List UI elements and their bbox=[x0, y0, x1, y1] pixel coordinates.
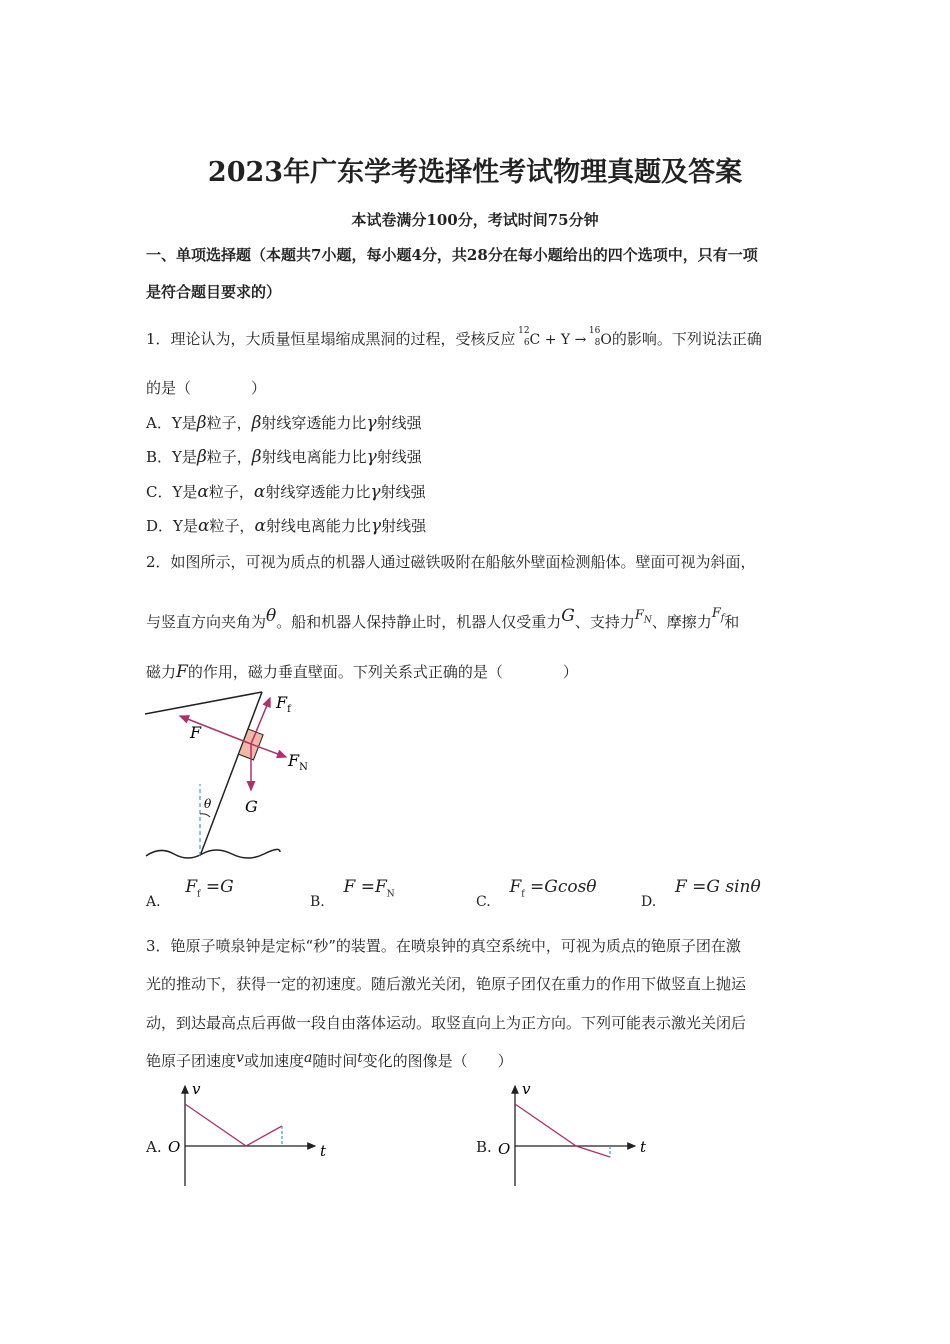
f-label: F bbox=[190, 723, 202, 742]
q1-stem-line2: 的是（ ） bbox=[146, 379, 267, 397]
exam-info: 本试卷满分100分，考试时间75分钟 bbox=[351, 211, 599, 229]
q3-option-b-label: B. bbox=[476, 1138, 492, 1156]
graph-a-v-label: v bbox=[192, 1080, 201, 1098]
section-heading-line2: 是符合题目要求的） bbox=[146, 283, 282, 301]
graph-b-v-label: v bbox=[522, 1080, 531, 1098]
nuclear-equation: C + Y → bbox=[529, 332, 587, 348]
q2-option-a: A. $F_f =G$ bbox=[146, 877, 234, 910]
q3-stem-line2: 光的推动下，获得一定的初速度。随后激光关闭，铯原子团仅在重力的作用下做竖直上抛运 bbox=[146, 975, 747, 993]
q3-stem-line1: 3．铯原子喷泉钟是定标“秒”的装置。在喷泉钟的真空系统中，可视为质点的铯原子团在激 bbox=[146, 937, 741, 955]
graph-a-origin: O bbox=[168, 1138, 181, 1156]
q2-option-c: C. $F_f =Gcos\theta$ bbox=[476, 877, 597, 910]
graph-b-t-label: t bbox=[640, 1138, 647, 1156]
o-nuclide-prefix: 16 8 bbox=[588, 326, 601, 348]
section-heading-line1: 一、单项选择题（本题共7小题，每小题4分，共28分在每小题给出的四个选项中，只有一项 bbox=[146, 246, 758, 264]
g-label: G bbox=[245, 797, 258, 816]
graph-b-origin: O bbox=[498, 1140, 511, 1158]
hull-wall bbox=[200, 692, 262, 856]
q2-option-d: D. F =G sinθ bbox=[641, 877, 761, 910]
q3-stem-line4: 铯原子团速度v或加速度a随时间t变化的图像是（ ） bbox=[146, 1050, 513, 1070]
graph-a-velocity-line bbox=[185, 1104, 282, 1146]
q2-force-diagram bbox=[140, 686, 308, 866]
q1-option-a: A．Y是β粒子，β射线穿透能力比γ射线强 bbox=[146, 413, 422, 433]
q1-option-c: C．Y是α粒子，α射线穿透能力比γ射线强 bbox=[146, 482, 426, 502]
theta-label: θ bbox=[204, 797, 212, 811]
deck-line bbox=[145, 692, 262, 714]
q3-option-a-label: A. bbox=[146, 1138, 162, 1156]
q2-stem-line2: 与竖直方向夹角为θ。船和机器人保持静止时，机器人仅受重力G、支持力$F_N$、摩擦力$F_f$和 bbox=[146, 606, 740, 631]
q1-option-d: D．Y是α粒子，α射线电离能力比γ射线强 bbox=[146, 516, 427, 536]
q2-stem-line1: 2．如图所示，可视为质点的机器人通过磁铁吸附在船舷外壁面检测船体。壁面可视为斜面， bbox=[146, 553, 756, 571]
theta-arc bbox=[200, 814, 210, 817]
ff-label: $F_f$ bbox=[276, 693, 291, 715]
fn-label: $F_N$ bbox=[288, 751, 308, 773]
graph-a-t-label: t bbox=[320, 1142, 327, 1160]
q3-graph-b bbox=[490, 1078, 670, 1188]
water-surface bbox=[146, 849, 280, 858]
q2-stem-line3: 磁力F的作用，磁力垂直壁面。下列关系式正确的是（ ） bbox=[146, 662, 578, 682]
q3-graph-a bbox=[160, 1078, 340, 1188]
q3-stem-line3: 动，到达最高点后再做一段自由落体运动。取竖直向上为正方向。下列可能表示激光关闭后 bbox=[146, 1014, 747, 1032]
q1-option-b: B．Y是β粒子，β射线电离能力比γ射线强 bbox=[146, 447, 422, 467]
graph-b-velocity-line bbox=[515, 1104, 610, 1157]
q1-stem: 1．理论认为，大质量恒星塌缩成黑洞的过程，受核反应 12 6 C + Y → 16 8 O的影响。下列说法正确 bbox=[146, 326, 762, 348]
c-nuclide-prefix: 12 6 bbox=[518, 326, 530, 348]
page-title: 2023年广东学考选择性考试物理真题及答案 bbox=[207, 157, 743, 188]
q2-option-b: B. $F =F_N$ bbox=[310, 877, 395, 910]
